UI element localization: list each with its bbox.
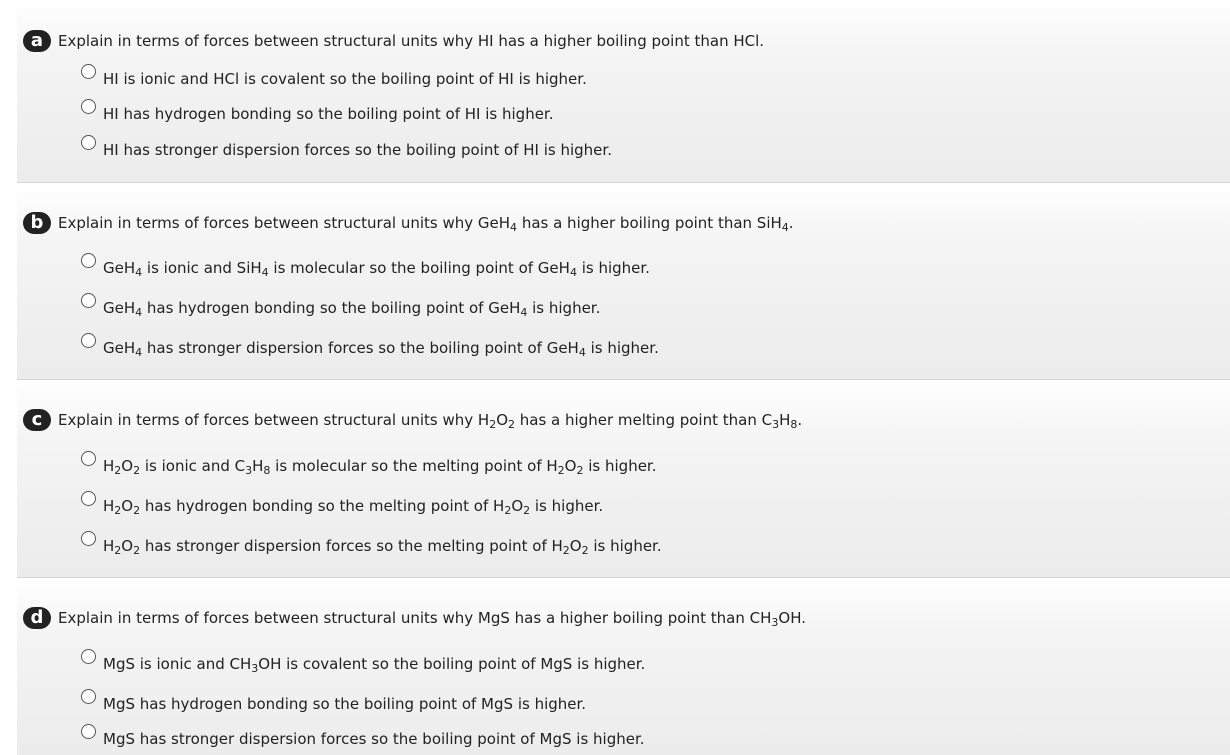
part-a-badge: a <box>23 30 51 52</box>
part-c-badge: c <box>23 409 51 431</box>
option-d3[interactable] <box>81 730 645 748</box>
option-d1[interactable] <box>81 655 645 673</box>
option-b3[interactable] <box>81 339 659 357</box>
radio-c2[interactable] <box>81 491 96 506</box>
option-d2[interactable] <box>81 695 586 713</box>
radio-a2[interactable] <box>81 99 96 114</box>
option-a2[interactable] <box>81 105 554 123</box>
option-d2-label: MgS has hydrogen bonding so the boiling point of MgS is higher. <box>103 695 587 713</box>
option-c3[interactable] <box>81 537 662 555</box>
option-b1[interactable] <box>81 259 650 277</box>
option-d1-label: MgS is ionic and $CH_3OH$ is covalent so the boiling point of MgS is higher. <box>103 655 646 675</box>
option-d3-label: MgS has stronger dispersion forces so the boiling point of MgS is higher. <box>103 730 645 748</box>
question-b <box>23 212 794 234</box>
question-d <box>23 607 806 629</box>
question-d-text: Explain in terms of forces between structural units why MgS has a higher boiling point than $CH_3OH$. <box>58 609 806 629</box>
radio-a1[interactable] <box>81 64 96 79</box>
option-c2-label: $H_2O_2$ has hydrogen bonding so the melting point of $H_2O_2$ is higher. <box>103 497 604 517</box>
part-d <box>17 579 1230 755</box>
part-b <box>17 184 1230 380</box>
radio-c3[interactable] <box>81 531 96 546</box>
radio-d3[interactable] <box>81 724 96 739</box>
option-b2[interactable] <box>81 299 600 317</box>
question-c-text: Explain in terms of forces between structural units why $H_2O_2$ has a higher melting point than $C_3H_8$. <box>58 411 803 431</box>
option-c1[interactable] <box>81 457 657 475</box>
question-c <box>23 409 802 431</box>
radio-a3[interactable] <box>81 135 96 150</box>
part-a <box>17 0 1230 183</box>
option-a1-label: HI is ionic and HCl is covalent so the boiling point of HI is higher. <box>103 70 587 88</box>
radio-d2[interactable] <box>81 689 96 704</box>
option-c2[interactable] <box>81 497 603 515</box>
radio-b3[interactable] <box>81 333 96 348</box>
option-a3[interactable] <box>81 141 612 159</box>
radio-b1[interactable] <box>81 253 96 268</box>
option-c1-label: $H_2O_2$ is ionic and $C_3H_8$ is molecular so the melting point of $H_2O_2$ is higher. <box>103 457 657 477</box>
part-d-badge: d <box>23 607 51 629</box>
question-b-text: Explain in terms of forces between structural units why GeH$_4$ has a higher boiling point than SiH$_4$. <box>58 214 794 234</box>
option-c3-label: $H_2O_2$ has stronger dispersion forces so the melting point of $H_2O_2$ is higher. <box>103 537 662 557</box>
option-a1[interactable] <box>81 70 587 88</box>
option-a2-label: HI has hydrogen bonding so the boiling point of HI is higher. <box>103 105 554 123</box>
part-b-badge: b <box>23 212 51 234</box>
radio-b2[interactable] <box>81 293 96 308</box>
option-a3-label: HI has stronger dispersion forces so the boiling point of HI is higher. <box>103 141 612 159</box>
part-c <box>17 381 1230 578</box>
option-b1-label: GeH$_4$ is ionic and SiH$_4$ is molecular so the boiling point of GeH$_4$ is higher. <box>103 259 650 279</box>
question-a <box>23 30 764 52</box>
question-a-text: Explain in terms of forces between structural units why HI has a higher boiling point than HCl. <box>58 32 765 50</box>
radio-c1[interactable] <box>81 451 96 466</box>
radio-d1[interactable] <box>81 649 96 664</box>
option-b3-label: GeH$_4$ has stronger dispersion forces so the boiling point of GeH$_4$ is higher. <box>103 339 659 359</box>
option-b2-label: GeH$_4$ has hydrogen bonding so the boiling point of GeH$_4$ is higher. <box>103 299 601 319</box>
